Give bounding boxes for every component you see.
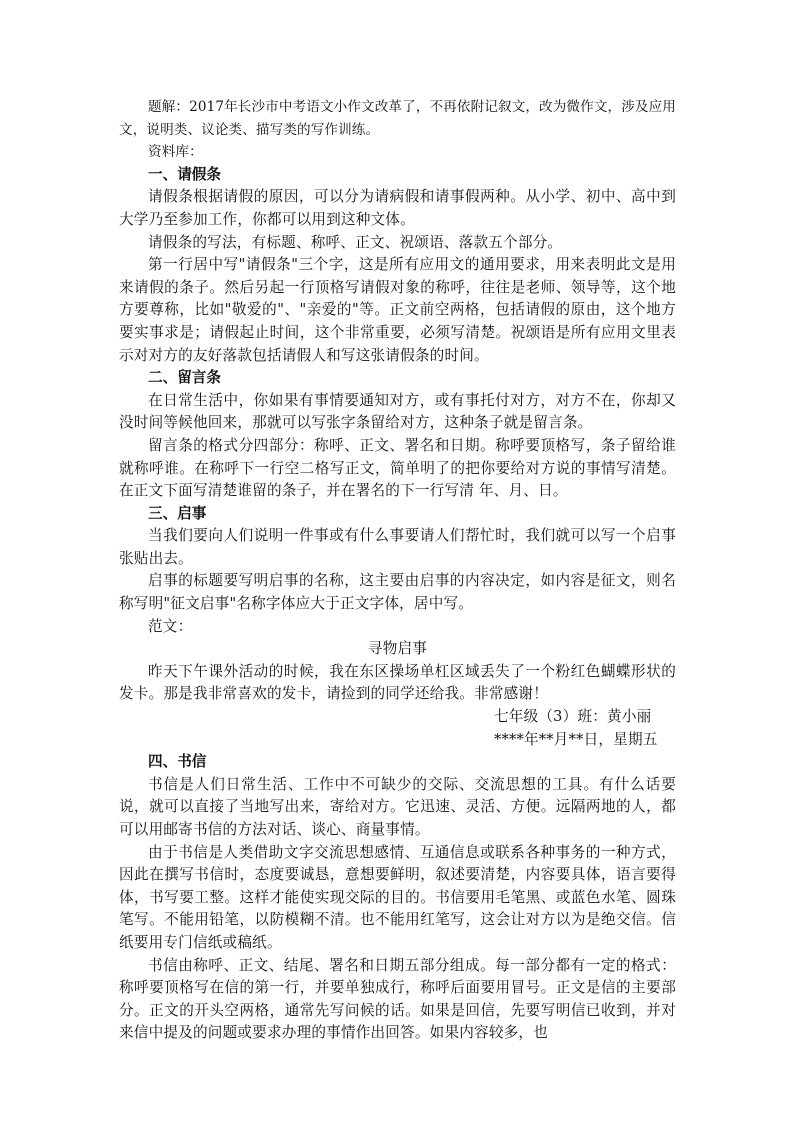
paragraph: 在日常生活中，你如果有事情要通知对方，或有事托付对方，对方不在，你却又没时间等候他回来，那就可以写张字条留给对方，这种条子就是留言条。 <box>119 391 676 432</box>
document-body <box>119 96 676 1045</box>
paragraph: 启事的标题要写明启事的名称，这主要由启事的内容决定，如内容是征文，则名称写明"征文启事"名称字体应大于正文字体，居中写。 <box>119 572 676 613</box>
paragraph: 请假条的写法，有标题、称呼、正文、祝颂语、落款五个部分。 <box>148 233 563 251</box>
paragraph: 当我们要向人们说明一件事或有什么事要请人们帮忙时，我们就可以写一个启事张贴出去。 <box>119 527 676 567</box>
paragraph: 第一行居中写"请假条"三个字，这是所有应用文的通用要求，用来表明此文是用来请假的条子。然后另起一行顶格写请假对象的称呼，往往是老师、领导等，这个地方要尊称，比如"敬爱的"、"亲爱的"等。正文前空两格，包括请假的原由，这个地方要实事求是；请假起止时间，这个非常重要，必须写清楚。祝颂语是所有应用文里表示对对方的友好落款包括请假人和写这张请假条的时间。 <box>119 256 676 364</box>
sample-title: 寻物启事 <box>367 640 428 658</box>
paragraph: 书信是人们日常生活、工作中不可缺少的交际、交流思想的工具。有什么话要说，就可以直接了当地写出来，寄给对方。它迅速、灵活、方便。远隔两地的人，都可以用邮寄书信的方法对话、谈心、商量事情。 <box>119 775 676 838</box>
library-label: 资料库： <box>148 144 203 161</box>
intro-text: 2017年长沙市中考语文小作文改革了，不再依附记叙文，改为微作文，涉及应用文，说明类、议论类、描写类的写作训练。 <box>119 99 676 138</box>
paragraph: 留言条的格式分四部分：称呼、正文、署名和日期。称呼要顶格写，条子留给谁就称呼谁。在称呼下一行空二格写正文，简单明了的把你要给对方说的事情写清楚。在正文下面写清楚谁留的条子，并在署名的下一行写清 年、月、日。 <box>119 436 676 500</box>
paragraph: 书信由称呼、正文、结尾、署名和日期五部分组成。每一部分都有一定的格式：称呼要顶格写在信的第一行，并要单独成行，称呼后面要用冒号。正文是信的主要部分。正文的开头空两格，通常先写问候的话。如果是回信，先要写明信已收到，并对来信中提及的问题或要求办理的事情作出回答。如果内容较多，也 <box>119 956 676 1042</box>
sample-body: 昨天下午课外活动的时候，我在东区操场单杠区域丢失了一个粉红色蝴蝶形状的发卡。那是我非常喜欢的发卡，请捡到的同学还给我。非常感谢！ <box>119 662 676 703</box>
section-heading-leave-note: 一、请假条 <box>148 165 221 183</box>
intro-label: 题解： <box>148 99 190 115</box>
section-heading-letter: 四、书信 <box>148 753 207 771</box>
paragraph: 由于书信是人类借助文字交流思想感情、互通信息或联系各种事务的一种方式，因此在撰写书信时，态度要诚恳，意想要鲜明，叙述要清楚，内容要具体，语言要得体，书写要工整。这样才能使实现交际的目的。书信要用毛笔黑、或蓝色水笔、圆珠笔写。不能用铅笔，以防模糊不清。也不能用红笔写，这会让对方以为是绝交信。信纸要用专门信纸或稿纸。 <box>119 843 676 951</box>
sample-date: ****年**月**日，星期五 <box>494 730 658 748</box>
sample-signature: 七年级（3）班：黄小丽 <box>494 708 652 726</box>
sample-label: 范文： <box>148 617 193 635</box>
paragraph: 请假条根据请假的原因，可以分为请病假和请事假两种。从小学、初中、高中到大学乃至参加工作，你都可以用到这种文体。 <box>119 188 676 228</box>
intro-paragraph <box>119 96 676 141</box>
section-heading-message-note: 二、留言条 <box>148 369 221 387</box>
section-heading-notice: 三、启事 <box>148 504 207 522</box>
